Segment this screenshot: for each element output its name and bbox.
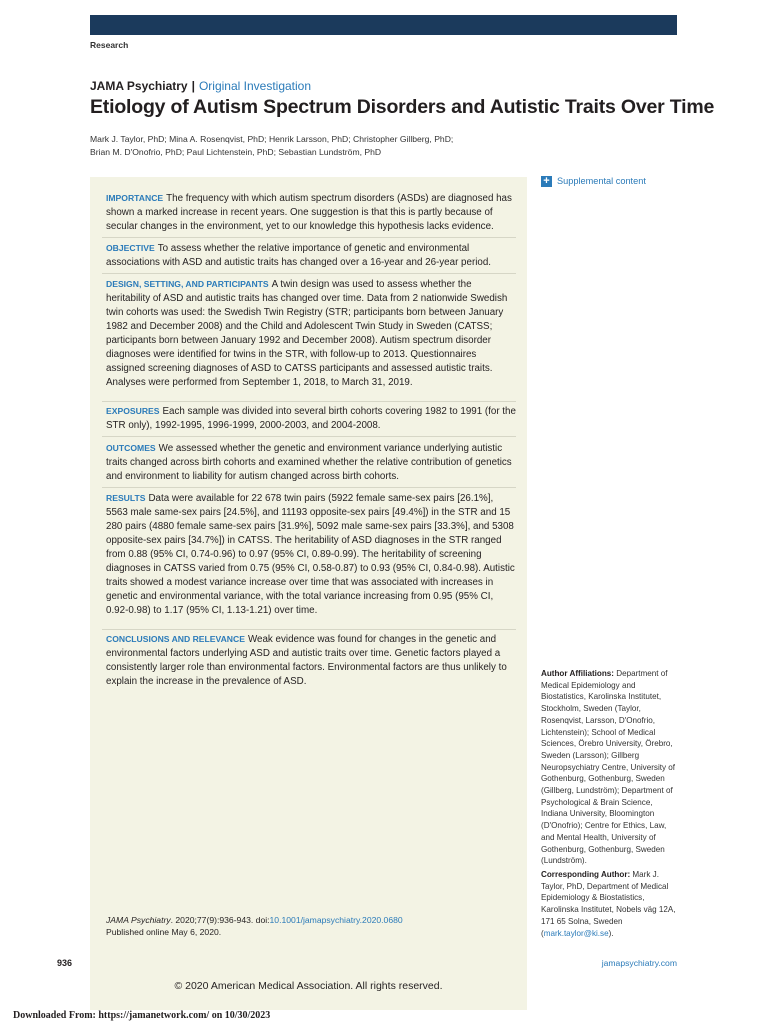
abstract-importance — [106, 191, 516, 234]
abstract-text: Data were available for 22 678 twin pairs (5922 female same-sex pairs [26.1%], 5563 male same-sex pairs [24.5%], and 11193 opposite-sex pairs [49.4%]) in the STR and 15 280 pairs (4880 female same-sex pairs [31.9%], 5092 male same-sex pairs [33.3%], and 5308 opposite-sex pairs [34.7%]) in CATSS. The heritability of ASD diagnoses in the STR ranged from 0.88 (95% CI, 0.74-0.96) to 0.97 (95% CI, 0.89-0.99). The heritability of screening diagnoses in CATSS varied from 0.75 (95% CI, 0.58-0.87) to 0.93 (95% CI, 0.84-0.98). Autistic traits showed a modest variance increase over time that was associated with increases in genetic and environmental variance, with the total variance increasing from 0.95 (95% CI, 0.92-0.98) to 1.17 (95% CI, 1.13-1.21) over time. — [106, 493, 515, 616]
abstract-text: We assessed whether the genetic and environment variance underlying autistic traits changed across birth cohorts and examined whether the relative contribution of genetics and environment to liability for autism changed across birth cohorts. — [106, 443, 512, 482]
author-list — [90, 133, 510, 158]
section-divider — [102, 436, 516, 437]
header-bar — [90, 15, 677, 35]
citation-line — [106, 915, 506, 927]
author-affiliations — [541, 668, 679, 867]
corresponding-author — [541, 869, 681, 939]
email-link[interactable]: mark.taylor@ki.se — [543, 928, 609, 938]
plus-icon: + — [541, 176, 552, 187]
abstract-design — [106, 277, 516, 390]
supplemental-content-link[interactable] — [541, 176, 646, 187]
published-date: Published online May 6, 2020. — [106, 926, 222, 937]
article-type: Original Investigation — [198, 79, 312, 93]
abstract-text: The frequency with which autism spectrum disorders (ASDs) are diagnosed has shown a marked increase in recent years. One suggestion is that this is partly because of secular changes in the environment, yet to our knowledge this hypothesis lacks evidence. — [106, 193, 512, 232]
abstract-heading: OUTCOMES — [106, 443, 156, 453]
abstract-heading: CONCLUSIONS AND RELEVANCE — [106, 634, 245, 644]
journal-separator: | — [191, 79, 195, 93]
abstract-text: Each sample was divided into several birth cohorts covering 1982 to 1991 (for the STR only), 1992-1995, 1996-1999, 2000-2003, and 2004-2008. — [106, 406, 516, 431]
abstract-heading: DESIGN, SETTING, AND PARTICIPANTS — [106, 279, 269, 289]
section-divider — [102, 401, 516, 402]
abstract-heading: EXPOSURES — [106, 406, 160, 416]
abstract-text: Weak evidence was found for changes in the genetic and environmental factors underlying ASD and autistic traits over time. Genetic factors played a consistently larger role than environmental factors. Environmental factors are thus unlikely to explain the increase in the prevalence of ASD. — [106, 634, 507, 687]
citation-journal: JAMA Psychiatry — [106, 915, 171, 925]
author-line-2: Brian M. D'Onofrio, PhD; Paul Lichtenstein, PhD; Sebastian Lundström, PhD — [90, 146, 382, 157]
abstract-box — [90, 177, 527, 1010]
abstract-heading: RESULTS — [106, 493, 146, 503]
citation — [106, 915, 506, 938]
section-divider — [102, 273, 516, 274]
citation-ref: . 2020;77(9):936-943. doi: — [170, 915, 270, 925]
abstract-text: To assess whether the relative importance of genetic and environmental associations with ASD and autistic traits has changed over a 16-year and 26-year period. — [106, 243, 492, 268]
supplemental-label: Supplemental content — [557, 176, 646, 186]
affiliations-text: Department of Medical Epidemiology and Biostatistics, Karolinska Institutet, Stockholm, Sweden (Taylor, Rosenqvist, Larsson, D'Onofrio, Lichtenstein); School of Medical Sciences, Örebro University, Örebro, Sweden (Larsson); Gillberg Neuropsychiatry Centre, University of Gothenburg, Gothenburg, Sweden (Gillberg, Lundström); Department of Psychological & Brain Science, Indiana University, Bloomington (D'Onofrio); Centre for Ethics, Law, and Mental Health, University of Gothenburg, Gothenburg, Sweden (Lundström). — [541, 669, 676, 866]
download-notice: Downloaded From: https://jamanetwork.com/ on 10/30/2023 — [13, 1010, 271, 1021]
abstract-objective — [106, 241, 516, 270]
section-divider — [102, 487, 516, 488]
author-line-1: Mark J. Taylor, PhD; Mina A. Rosenqvist, PhD; Henrik Larsson, PhD; Christopher Gillberg, PhD; — [90, 134, 454, 144]
abstract-outcomes — [106, 441, 516, 484]
doi-link[interactable]: 10.1001/jamapsychiatry.2020.0680 — [269, 915, 403, 925]
abstract-heading: IMPORTANCE — [106, 193, 164, 203]
abstract-text: A twin design was used to assess whether the heritability of ASD and autistic traits has changed over time. Data from 2 nationwide Swedish twin cohorts was used: the Swedish Twin Registry (STR; participants born between January 1982 and December 2008) and the Child and Adolescent Twin Study in Sweden (CATSS; participants born between January 1992 and December 2008). Autism spectrum disorder diagnoses were identified for twins in the STR, with follow-up to 2013. Questionnaires assigned screening diagnoses of ASD to CATSS participants and assessed autistic traits. Analyses were performed from September 1, 2018, to March 31, 2019. — [106, 279, 508, 388]
corresponding-heading: Corresponding Author: — [541, 870, 631, 879]
journal-name: JAMA Psychiatry — [90, 79, 188, 93]
abstract-results — [106, 491, 516, 618]
abstract-exposures — [106, 404, 516, 433]
section-divider — [102, 629, 516, 630]
affiliations-heading: Author Affiliations: — [541, 669, 614, 678]
section-divider — [102, 237, 516, 238]
journal-line — [90, 79, 311, 93]
abstract-heading: OBJECTIVE — [106, 243, 155, 253]
article-title: Etiology of Autism Spectrum Disorders and Autistic Traits Over Time — [90, 96, 715, 118]
site-link[interactable]: jamapsychiatry.com — [601, 958, 677, 968]
page-number: 936 — [57, 958, 73, 968]
abstract-conclusions — [106, 632, 516, 689]
corresponding-text: Mark J. Taylor, PhD, Department of Medical Epidemiology & Biostatistics, Karolinska Institutet, Nobels väg 12A, 171 65 Solna, Sweden ( — [541, 870, 676, 938]
section-label: Research — [90, 40, 129, 50]
copyright-notice: © 2020 American Medical Association. All rights reserved. — [174, 980, 443, 992]
corresponding-closing: ). — [608, 928, 614, 938]
